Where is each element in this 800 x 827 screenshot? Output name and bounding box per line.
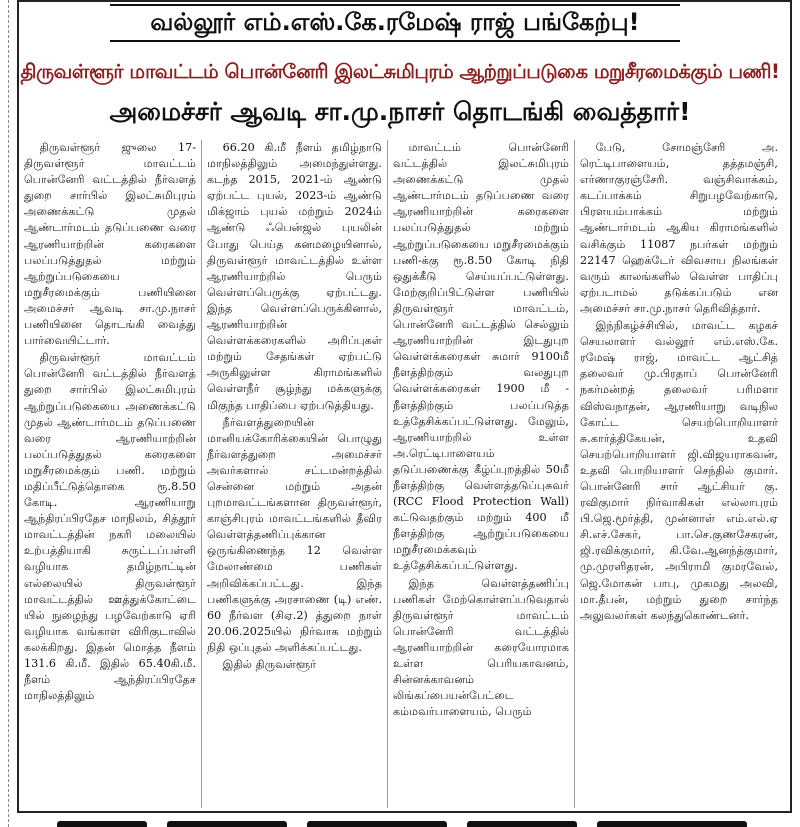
paragraph: திருவள்ளூர் ஜுலை 17- திருவள்ளூர் மாவட்டம் பொன்னேரி வட்டத்தில் நீர்வளத் துறை சார்பில் இலட்சுமிபுரம் அணைக்கட்டு முதல் ஆண்டார்மடம் தடுப்பணை வரை ஆரணியாற்றின் கரைகளை பலப்படுத்துதல் மற்றும் ஆற்றுப்படுகையை மறுசீரமைக்கும் பணியினை அமைச்சர் ஆவடி சா.மு.நாசர் பணியினை தொடங்கி வைத்து பார்வையிட்டார். xyxy=(24,141,196,348)
paragraph: 66.20 கி.மீ நீளம் தமிழ்நாடு மாநிலத்திலும் அமைந்துள்ளது. கடந்த 2015, 2021-ம் ஆண்டு ஏற்பட்ட புயல், 2023-ம் ஆண்டு மிக்ஜாம் புயல் மற்றும் 2024ம் ஆண்டு ஃபென்ஜல் புயலின் போது பெய்த கனமழையினால், திருவள்ளூர் மாவட்டத்தில் உள்ள ஆரணியாற்றில் பெரும் வெள்ளப்பெருக்கு ஏற்பட்டது. இந்த வெள்ளப்பெருக்கினால், ஆரணியாற்றின் வெள்ளக்கரைகளில் அரிப்புகள் மற்றும் சேதங்கள் ஏற்பட்டு அருகிலுள்ள கிராமங்களில் வெள்ளநீர் சூழ்ந்து மக்களுக்கு மிகுந்த பாதிப்பை ஏற்படுத்தியது. xyxy=(207,141,382,412)
headline-sub: அமைச்சர் ஆவடி சா.மு.நாசர் தொடங்கி வைத்தார்! xyxy=(109,97,691,126)
paragraph: இந்நிகழ்ச்சியில், மாவட்ட கழகச் செயலாளர் வல்லூர் எம்.எஸ்.கே. ரமேஷ் ராஜ், மாவட்ட ஆட்சித் தலைவர் மு.பிரதாப் பொன்னேரி நகர்மன்றத் தலைவர் பரிமளா விஸ்வநாதன், ஆரணியாறு வடிநில கோட்ட செயற்பொறியாளர் சு.கார்த்திகேயன், உதவி செயற்பொறியாளர் ஜி.விஜயராகவன், உதவி பொறியாளர் செந்தில் குமார். பொன்னேரி சார் ஆட்சியர் கு. ரவிகுமார் நிர்வாகிகள் எல்லாபுரம் பி.ஜெ.மூர்த்தி, முன்னாள் எம்.எல்.ஏ சி.எச்.சேகர், பா.செ.குணசேகரன், ஜி.ரவிக்குமார், கி.வே.ஆனந்த்குமார், மு.முரளிதரன், அபிராமி குமரவேல், ஜெ.மோகன் பாபு, முகமது அலவி, மா.தீபன், மற்றும் துறை சார்ந்த அலுவலர்கள் கலந்துகொண்டனர். xyxy=(580,319,778,622)
column-divider xyxy=(201,140,202,808)
paragraph: நீர்வளத்துறையின் மானியக்கோரிக்கையின் பொழுது நீர்வளத்துறை அமைச்சர் அவர்களால் சட்டமன்றத்தில் சென்னை மற்றும் அதன் புறமாவட்டங்களான திருவள்ளூர், காஞ்சிபுரம் மாவட்டங்களில் தீவிர வெள்ளத்தணிப்புக்கான ஒருங்கிணைந்த 12 வெள்ள மேலாண்மை பணிகள் அறிவிக்கப்பட்டது. இந்த பணிகளுக்கு அரசாணை (டி) எண். 60 நீர்வள (சிஏ.2) த்துறை நாள் 20.06.2025யில் நிர்வாக மற்றும் நிதி ஒப்புதல் அளிக்கப்பட்டது. xyxy=(207,415,382,654)
headline-main: திருவள்ளூர் மாவட்டம் பொன்னேரி இலட்சுமிபுரம் ஆற்றுப்படுகை மறுசீரமைக்கும் பணி! xyxy=(20,60,780,83)
article-column-2 xyxy=(207,140,382,808)
headline-top: வல்லூர் எம்.எஸ்.கே.ரமேஷ் ராஜ் பங்கேற்பு! xyxy=(150,8,640,36)
article-column-3 xyxy=(393,140,569,808)
paragraph: திருவள்ளூர் மாவட்டம் பொன்னேரி வட்டத்தில் நீர்வளத் துறை சார்பில் இலட்சுமிபுரம் ஆற்றுப்படுகையை அணைக்கட்டு முதல் ஆண்டார்மடம் தடுப்பணை வரை ஆரணியாற்றின் பலப்படுத்துதல் கரைகளை மறுசீரமைக்கும் பணி. மற்றும் மதிப்பீட்டுத்தொகை ரூ.8.50 கோடி. ஆரணியாறு ஆந்திரப்பிரதேச மாநிலம், சித்தூர் மாவட்டத்தின் நகரி மலையில் உற்பத்தியாகி சுருட்டப்பள்ளி வழியாக தமிழ்நாட்டின் எல்லையில் திருவள்ளூர் மாவட்டத்தில் ஊத்துக்கோட்டை யில் நுழைந்து பழவேற்காடு ஏரி வழியாக வங்காள விரிகுடாவில் கலக்கிறது. இதன் மொத்த நீளம் 131.6 கி.மீ. இதில் 65.40கி.மீ. நீளம் ஆந்திரப்பிரதேச மாநிலத்திலும் xyxy=(24,351,196,703)
article-column-1 xyxy=(24,140,196,808)
next-article-headline-cutoff xyxy=(17,815,792,827)
paragraph: இந்த வெள்ளத்தணிப்பு பணிகள் மேற்கொள்ளப்படுவதால் திருவள்ளூர் மாவட்டம் பொன்னேரி வட்டத்தில் ஆரணியாற்றின் கரையோரமாக உள்ள பெரியகாவனம், சின்னக்காவனம் லிங்கப்பையன்பேட்டை கம்மவர்பாளையம், பெரும் xyxy=(393,576,569,719)
headline-top-rule-lower xyxy=(110,40,680,42)
paragraph: இதில் திருவள்ளூர் xyxy=(222,658,317,671)
column-divider xyxy=(387,140,388,808)
column-divider xyxy=(574,140,575,808)
cut-line xyxy=(0,0,9,827)
paragraph: பேடு, சோமஞ்சேரி அ. ரெட்டிபாளையம், தத்தமஞ்சி, எர்ணாகுரஞ்சேரி. வஞ்சிவாக்கம், கடப்பாக்கம் சிறுபழவேற்காடு, பிரளயம்பாக்கம் மற்றும் ஆண்டார்மடம் ஆகிய கிராமங்களில் வசிக்கும் 11087 நபர்கள் மற்றும் 22147 ஹெக்டேர் விவசாய நிலங்கள் வரும் காலங்களில் வெள்ள பாதிப்பு ஏற்படாமல் தடுக்கப்படும் என அமைச்சர் சா.மு.நாசர் தெரிவித்தார். xyxy=(580,141,778,315)
paragraph: மாவட்டம் பொன்னேரி வட்டத்தில் இலட்சுமிபுரம் அணைக்கட்டு முதல் ஆண்டார்மடம் தடுப்பணை வரை ஆரணியாற்றின் கரைகளை பலப்படுத்துதல் மற்றும் ஆற்றுப்படுகையை மறுசீரமைக்கும் பணி-க்கு ரூ.8.50 கோடி நிதி ஒதுக்கீடு செய்யப்பட்டுள்ளது. மேற்குறிப்பிட்டுள்ள பணியில் திருவள்ளூர் மாவட்டம், பொன்னேரி வட்டத்தில் செல்லும் ஆரணியாற்றின் இடதுபுற வெள்ளக்கரைகள் சுமார் 9100மீ நீளத்திற்கும் வலதுபுற வெள்ளக்கரைகள் 1900 மீ - நீளத்திற்கும் பலப்படுத்த உத்தேசிக்கப்பட்டுள்ளது. மேலும், ஆரணியாற்றில் உள்ள அ.ரெட்டிபாளையம் தடுப்பணைக்கு கீழ்ப்புறத்தில் 50மீ நீளத்திற்கு வெள்ளத்தடுப்புசுவர் (RCC Flood Protection Wall) கட்டுவதற்கும் மற்றும் 400 மீ நீளத்திற்கு ஆற்றுப்படுகையை மறுசீரமைக்கவும் உத்தேசிக்கப்பட்டுள்ளது. xyxy=(393,141,569,573)
article-column-4 xyxy=(580,140,778,808)
